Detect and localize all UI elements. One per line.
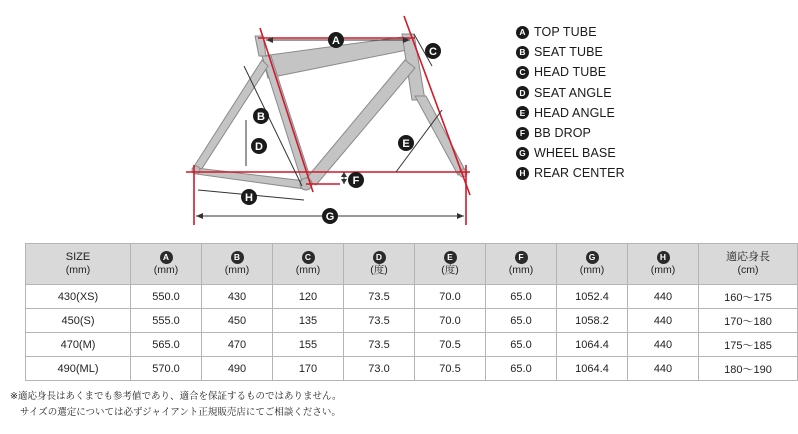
cell-size: 470(M) (26, 333, 131, 357)
legend-label: BB DROP (534, 126, 591, 141)
cell-h: 440 (628, 333, 699, 357)
legend-badge-d: D (516, 86, 529, 99)
cell-g: 1052.4 (557, 285, 628, 309)
footnote-1: ※適応身長はあくまでも参考値であり、適合を保証するものではありません。 (10, 391, 342, 402)
cell-d: 73.5 (344, 333, 415, 357)
cell-a: 555.0 (131, 309, 202, 333)
cell-d: 73.0 (344, 357, 415, 381)
legend-item-seat-angle (516, 83, 625, 103)
cell-e: 70.5 (415, 357, 486, 381)
legend-badge-b: B (516, 46, 529, 59)
cell-a: 570.0 (131, 357, 202, 381)
badge-h-text: H (245, 192, 253, 204)
badge-g-text: G (325, 211, 335, 223)
cell-f: 65.0 (486, 333, 557, 357)
cell-f: 65.0 (486, 285, 557, 309)
cell-e: 70.0 (415, 309, 486, 333)
cell-g: 1058.2 (557, 309, 628, 333)
legend-item-wheel-base (516, 143, 625, 163)
cell-height: 160〜175 (699, 285, 798, 309)
legend-label: HEAD TUBE (534, 65, 607, 80)
table-row (26, 309, 798, 333)
cell-size: 430(XS) (26, 285, 131, 309)
cell-a: 565.0 (131, 333, 202, 357)
badge-c-text: C (429, 46, 437, 58)
legend-badge-c: C (516, 66, 529, 79)
head-tube-axis-line (404, 16, 470, 195)
badge-d-text: D (255, 141, 263, 153)
cell-e: 70.0 (415, 285, 486, 309)
badge-e-text: E (402, 138, 410, 150)
badge-a-text: A (332, 35, 340, 47)
legend-label: HEAD ANGLE (534, 105, 615, 120)
cell-size: 450(S) (26, 309, 131, 333)
cell-f: 65.0 (486, 309, 557, 333)
badge-h (241, 189, 257, 205)
cell-b: 450 (202, 309, 273, 333)
cell-h: 440 (628, 309, 699, 333)
legend-label: TOP TUBE (534, 25, 597, 40)
cell-e: 70.5 (415, 333, 486, 357)
cell-size: 490(ML) (26, 357, 131, 381)
cell-height: 175〜185 (699, 333, 798, 357)
table-header-row (26, 244, 798, 285)
cell-g: 1064.4 (557, 357, 628, 381)
cell-h: 440 (628, 285, 699, 309)
legend-badge-h: H (516, 167, 529, 180)
legend-item-rear-center (516, 163, 625, 183)
legend-label: REAR CENTER (534, 166, 625, 181)
badge-e (398, 135, 414, 151)
legend-label: WHEEL BASE (534, 146, 616, 161)
cell-g: 1064.4 (557, 333, 628, 357)
cell-h: 440 (628, 357, 699, 381)
cell-c: 170 (273, 357, 344, 381)
cell-c: 120 (273, 285, 344, 309)
header-g: G (mm) (557, 244, 628, 285)
legend-item-head-tube (516, 62, 625, 82)
cell-d: 73.5 (344, 285, 415, 309)
legend-item-top-tube (516, 22, 625, 42)
header-c: C (mm) (273, 244, 344, 285)
legend-badge-f: F (516, 127, 529, 140)
badge-b-text: B (257, 111, 265, 123)
cell-height: 170〜180 (699, 309, 798, 333)
legend-item-seat-tube (516, 42, 625, 62)
legend-badge-a: A (516, 26, 529, 39)
legend-item-head-angle (516, 103, 625, 123)
header-h: H (mm) (628, 244, 699, 285)
table-row (26, 333, 798, 357)
legend-item-bb-drop (516, 123, 625, 143)
cell-b: 470 (202, 333, 273, 357)
chain-stay-shape (196, 168, 305, 189)
header-a: A (mm) (131, 244, 202, 285)
bike-frame (193, 34, 466, 189)
footnotes (10, 389, 342, 421)
badge-g (322, 208, 338, 224)
cell-b: 490 (202, 357, 273, 381)
badge-b (253, 108, 269, 124)
table-row (26, 285, 798, 309)
footnote-2: サイズの選定については必ずジャイアント正規販売店にてご相談ください。 (20, 407, 341, 418)
cell-c: 155 (273, 333, 344, 357)
badge-f (348, 172, 364, 188)
table-row (26, 357, 798, 381)
header-size: SIZE (mm) (26, 244, 131, 285)
legend-badge-e: E (516, 106, 529, 119)
cell-d: 73.5 (344, 309, 415, 333)
header-d: D (度) (344, 244, 415, 285)
badge-c (425, 43, 441, 59)
cell-c: 135 (273, 309, 344, 333)
cell-height: 180〜190 (699, 357, 798, 381)
badge-f-text: F (352, 175, 360, 187)
badge-a (328, 32, 344, 48)
header-f: F (mm) (486, 244, 557, 285)
legend-label: SEAT ANGLE (534, 85, 612, 100)
dimension-legend (516, 22, 625, 184)
cell-f: 65.0 (486, 357, 557, 381)
legend-badge-g: G (516, 147, 529, 160)
header-height: 適応身長 (cm) (699, 244, 798, 285)
badge-d (251, 138, 267, 154)
down-tube-shape (305, 60, 415, 185)
header-b: B (mm) (202, 244, 273, 285)
cell-b: 430 (202, 285, 273, 309)
cell-a: 550.0 (131, 285, 202, 309)
geometry-table (25, 243, 798, 381)
header-e: E (度) (415, 244, 486, 285)
legend-label: SEAT TUBE (534, 45, 603, 60)
